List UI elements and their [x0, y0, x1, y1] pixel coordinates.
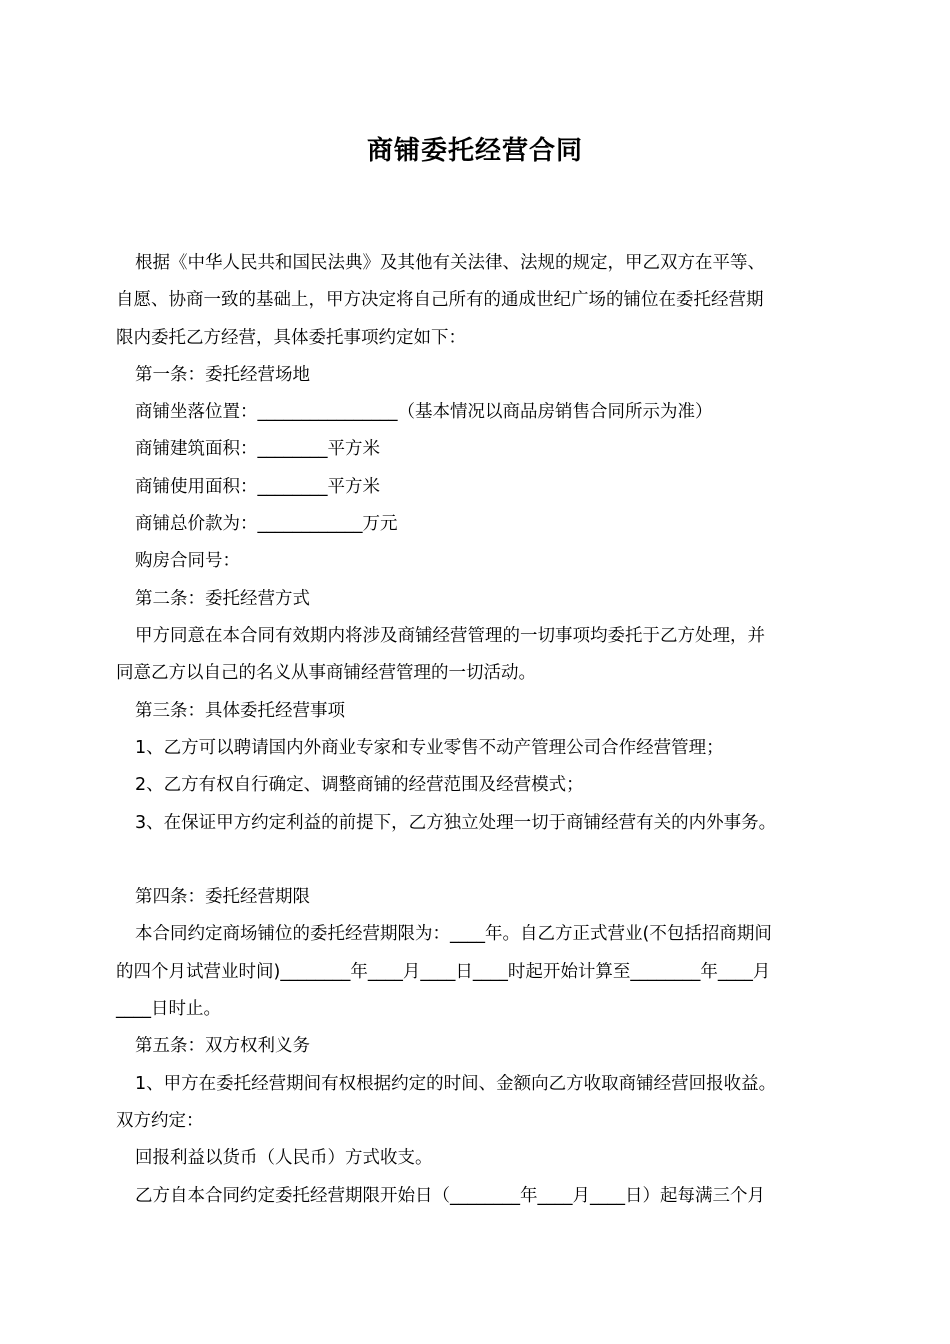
article-5-item-1: 1、甲方在委托经营期间有权根据约定的时间、金额向乙方收取商铺经营回报收益。 — [135, 1074, 777, 1094]
article-4-line-1: 本合同约定商场铺位的委托经营期限为：____年。自乙方正式营业(不包括招商期间 — [135, 924, 772, 944]
intro-line-3: 限内委托乙方经营，具体委托事项约定如下： — [116, 328, 466, 348]
article-2-line-1: 甲方同意在本合同有效期内将涉及商铺经营管理的一切事项均委托于乙方处理，并 — [135, 626, 765, 646]
article-5-item-1-cont: 双方约定： — [116, 1111, 204, 1131]
article-3-item-2: 2、乙方有权自行确定、调整商铺的经营范围及经营模式； — [135, 775, 584, 795]
article-2-heading: 第二条：委托经营方式 — [135, 589, 310, 609]
article-1-heading: 第一条：委托经营场地 — [135, 365, 310, 385]
article-5-payment-line: 乙方自本合同约定委托经营期限开始日（________年____月____日）起每满三个月 — [135, 1186, 765, 1206]
shop-location-line: 商铺坐落位置：________________（基本情况以商品房销售合同所示为准） — [135, 402, 713, 422]
total-price-line: 商铺总价款为：____________万元 — [135, 514, 398, 534]
article-2-line-2: 同意乙方以自己的名义从事商铺经营管理的一切活动。 — [116, 663, 536, 683]
intro-line-1: 根据《中华人民共和国民法典》及其他有关法律、法规的规定，甲乙双方在平等、 — [135, 253, 765, 273]
building-area-line: 商铺建筑面积：________平方米 — [135, 439, 380, 459]
article-4-line-2: 的四个月试营业时间)________年____月____日____时起开始计算至________年____月 — [116, 962, 771, 982]
article-3-item-1: 1、乙方可以聘请国内外商业专家和专业零售不动产管理公司合作经营管理； — [135, 738, 724, 758]
usable-area-line: 商铺使用面积：________平方米 — [135, 477, 380, 497]
article-3-heading: 第三条：具体委托经营事项 — [135, 701, 345, 721]
intro-line-2: 自愿、协商一致的基础上，甲方决定将自己所有的通成世纪广场的铺位在委托经营期 — [116, 290, 764, 310]
article-4-heading: 第四条：委托经营期限 — [135, 887, 310, 907]
contract-number-line: 购房合同号： — [135, 551, 240, 571]
article-5-return-method: 回报利益以货币（人民币）方式收支。 — [135, 1148, 433, 1168]
article-3-item-3: 3、在保证甲方约定利益的前提下，乙方独立处理一切于商铺经营有关的内外事务。 — [135, 813, 777, 833]
document-title: 商铺委托经营合同 — [366, 136, 583, 166]
article-5-heading: 第五条：双方权利义务 — [135, 1036, 310, 1056]
article-4-line-3: ____日时止。 — [116, 999, 221, 1019]
